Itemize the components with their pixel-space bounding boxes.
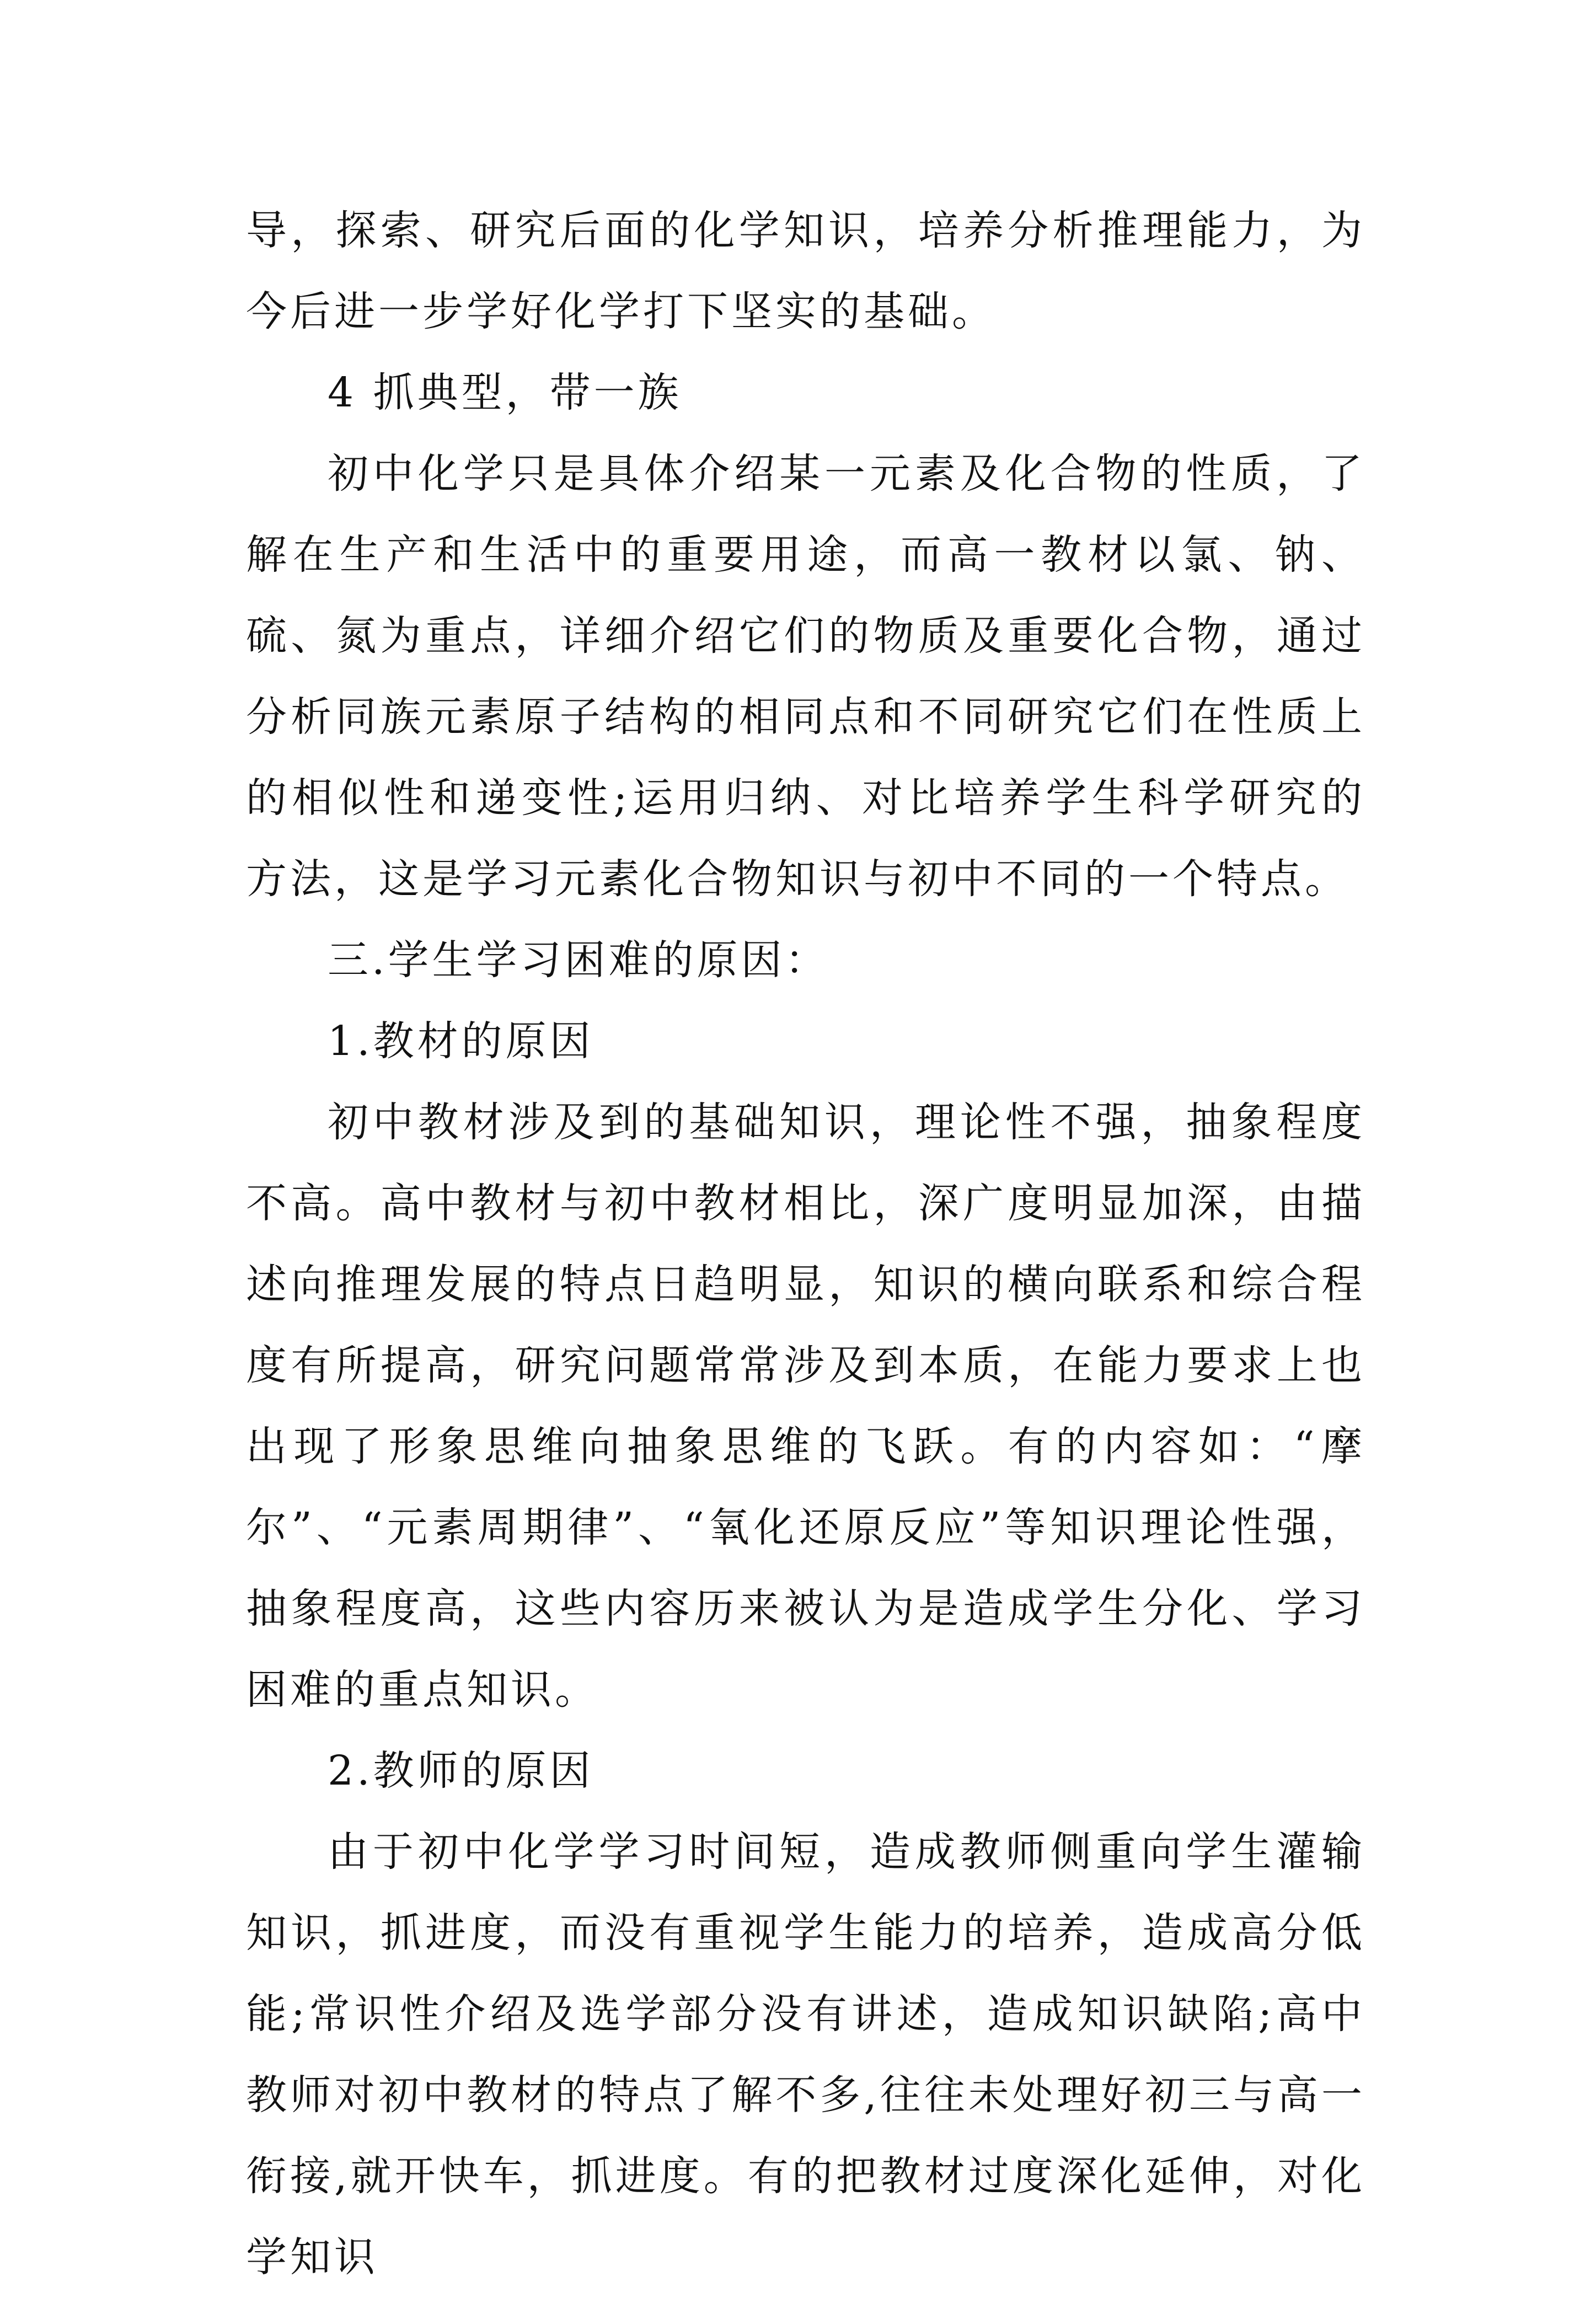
paragraph-continuation: 导，探索、研究后面的化学知识，培养分析推理能力，为今后进一步学好化学打下坚实的基础。	[246, 207, 1365, 335]
subheading-textbook-reason: 1.教材的原因	[328, 1017, 594, 1065]
paragraph-teacher-reason: 由于初中化学学习时间短，造成教师侧重向学生灌输知识，抓进度，而没有重视学生能力的培养，造成高分低能;常识性介绍及选学部分没有讲述，造成知识缺陷;高中教师对初中教材的特点了解不多,往往未处理好初三与高一衔接,就开快车，抓进度。有的把教材过度深化延伸，对化学知识	[246, 1828, 1365, 2281]
subheading-teacher-reason: 2.教师的原因	[328, 1747, 594, 1795]
section-heading-learning-difficulties: 三.学生学习困难的原因：	[328, 936, 829, 984]
paragraph-element-compounds: 初中化学只是具体介绍某一元素及化合物的性质，了解在生产和生活中的重要用途，而高一教材以氯、钠、硫、氮为重点，详细介绍它们的物质及重要化合物，通过分析同族元素原子结构的相同点和不同研究它们在性质上的相似性和递变性;运用归纳、对比培养学生科学研究的方法，这是学习元素化合物知识与初中不同的一个特点。	[246, 450, 1365, 903]
subheading-grasp-typical: 4 抓典型，带一族	[328, 369, 682, 416]
body-text	[246, 190, 1365, 2298]
paragraph-textbook-reason: 初中教材涉及到的基础知识，理论性不强，抽象程度不高。高中教材与初中教材相比，深广度明显加深，由描述向推理发展的特点日趋明显，知识的横向联系和综合程度有所提高，研究问题常常涉及到本质，在能力要求上也出现了形象思维向抽象思维的飞跃。有的内容如：“摩尔”、“元素周期律”、“氧化还原反应”等知识理论性强，抽象程度高，这些内容历来被认为是造成学生分化、学习困难的重点知识。	[246, 1099, 1365, 1713]
